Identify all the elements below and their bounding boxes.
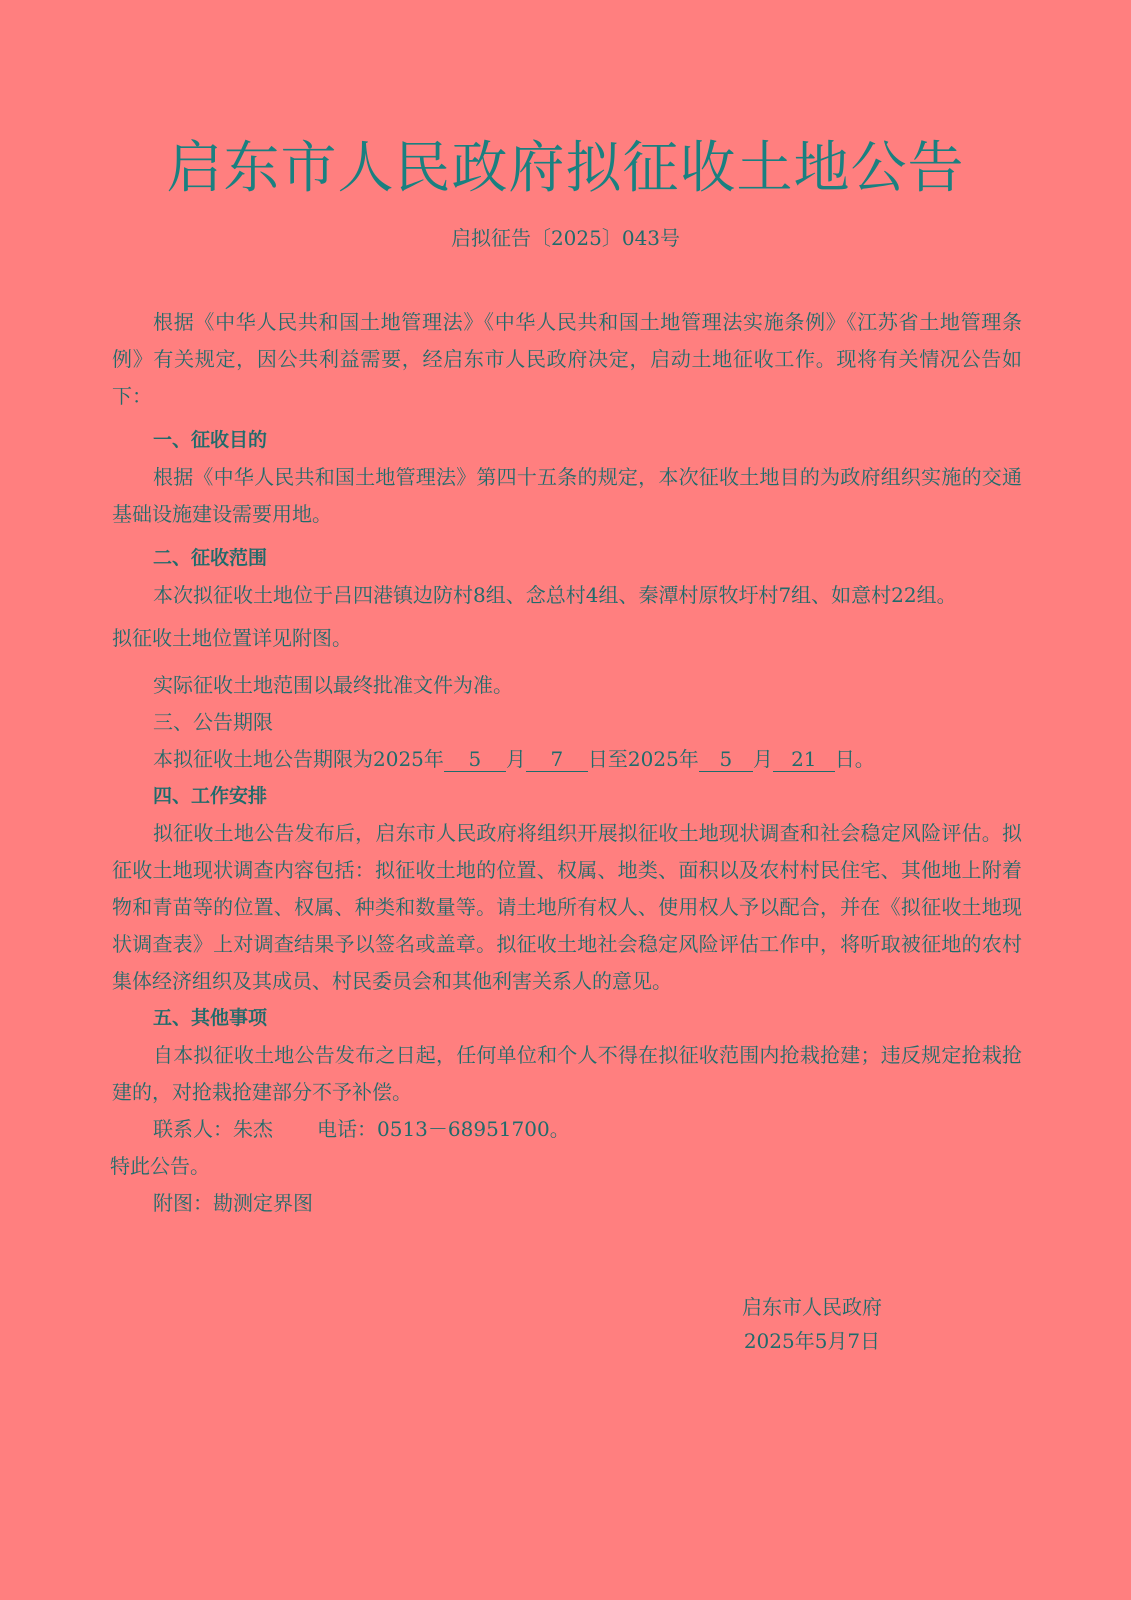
section-text-period bbox=[112, 741, 1022, 778]
document-number: 启拟征告〔2025〕043号 bbox=[450, 226, 681, 250]
period-start-day: 7 bbox=[526, 747, 588, 772]
period-middle: 日至2025年 bbox=[587, 747, 699, 771]
period-end-day: 21 bbox=[773, 747, 835, 772]
announcement-body bbox=[112, 304, 1022, 1222]
period-month-label-1: 月 bbox=[505, 747, 526, 771]
contact-person: 联系人：朱杰 bbox=[153, 1117, 273, 1141]
attachment-line: 附图：勘测定界图 bbox=[153, 1191, 313, 1215]
section-heading-purpose: 一、征收目的 bbox=[153, 429, 268, 451]
period-prefix: 本拟征收土地公告期限为2025年 bbox=[153, 747, 444, 771]
section-text-work: 拟征收土地公告发布后，启东市人民政府将组织开展拟征收土地现状调查和社会稳定风险评估。拟征收土地现状调查内容包括：拟征收土地的位置、权属、地类、面积以及农村村民住宅、其他地上附着物和青苗等的位置、权属、种类和数量等。请土地所有权人、使用权人予以配合，并在《拟征收土地现状调查表》上对调查结果予以签名或盖章。拟征收土地社会稳定风险评估工作中，将听取被征地的农村集体经济组织及其成员、村民委员会和其他利害关系人的意见。 bbox=[112, 821, 1022, 993]
signature-org: 启东市人民政府 bbox=[742, 1295, 882, 1319]
section-heading-period: 三、公告期限 bbox=[153, 710, 273, 734]
contact-line bbox=[112, 1111, 1022, 1148]
closing-line: 特此公告。 bbox=[110, 1154, 210, 1178]
contact-phone: 电话：0513－68951700。 bbox=[317, 1117, 570, 1141]
section-text-scope-final: 实际征收土地范围以最终批准文件为准。 bbox=[153, 673, 513, 697]
period-start-month: 5 bbox=[444, 747, 506, 772]
signature-date: 2025年5月7日 bbox=[743, 1329, 881, 1353]
section-heading-other: 五、其他事项 bbox=[153, 1007, 268, 1029]
intro-paragraph: 根据《中华人民共和国土地管理法》《中华人民共和国土地管理法实施条例》《江苏省土地管理条例》有关规定，因公共利益需要，经启东市人民政府决定，启动土地征收工作。现将有关情况公告如下： bbox=[112, 310, 1022, 408]
period-end-month: 5 bbox=[699, 747, 753, 772]
section-text-other: 自本拟征收土地公告发布之日起，任何单位和个人不得在拟征收范围内抢栽抢建；违反规定抢栽抢建的，对抢栽抢建部分不予补偿。 bbox=[112, 1043, 1022, 1104]
period-month-label-2: 月 bbox=[752, 747, 773, 771]
page-title: 启东市人民政府拟征收土地公告 bbox=[166, 136, 965, 201]
period-suffix: 日。 bbox=[834, 747, 875, 771]
section-heading-scope: 二、征收范围 bbox=[153, 547, 268, 569]
section-heading-work: 四、工作安排 bbox=[153, 785, 268, 807]
section-text-scope: 本次拟征收土地位于吕四港镇边防村8组、念总村4组、秦潭村原牧圩村7组、如意村22组。 bbox=[153, 583, 957, 607]
signature-block bbox=[742, 1290, 882, 1358]
section-text-purpose: 根据《中华人民共和国土地管理法》第四十五条的规定，本次征收土地目的为政府组织实施的交通基础设施建设需要用地。 bbox=[112, 465, 1022, 526]
section-text-scope-map: 拟征收土地位置详见附图。 bbox=[112, 626, 352, 650]
